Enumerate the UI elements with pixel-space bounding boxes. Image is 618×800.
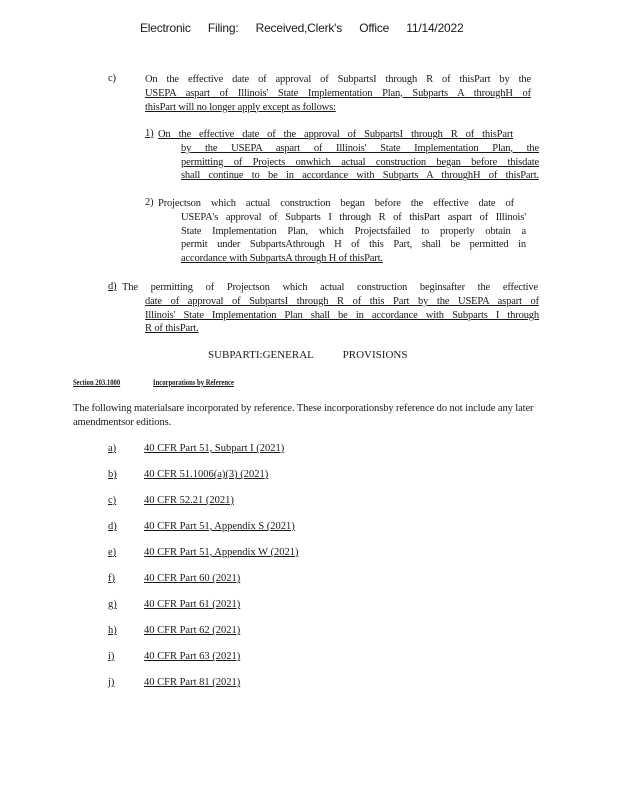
reference-letter: g) [108, 599, 117, 610]
item-1-text-cont [181, 142, 539, 183]
reference-text: 40 CFR 52.21 (2021) [144, 495, 234, 506]
para-c-line: USEPA aspart of Illinois' State Implementation Plan, Subparts A throughH of [145, 87, 531, 99]
section-intro: The following materialsare incorporated by reference. These incorporationsby reference do not include any later amendmentsor editions. [73, 403, 534, 428]
item-1-label: 1) [145, 128, 154, 139]
para-c-label: c) [108, 73, 116, 84]
subpart-title [208, 349, 407, 361]
reference-letter: d) [108, 521, 117, 532]
reference-letter: i) [108, 651, 115, 662]
para-d-line: R of thisPart. [145, 323, 199, 335]
reference-letter: a) [108, 443, 117, 454]
header-date: 11/14/2022 [406, 21, 464, 35]
para-d-line: Illinois' State Implementation Plan shall be in accordance with Subparts I through [145, 309, 539, 321]
reference-text: 40 CFR Part 51, Subpart I (2021) [144, 443, 285, 454]
reference-text: 40 CFR 51.1006(a)(3) (2021) [144, 469, 269, 480]
subpart-title-right: PROVISIONS [342, 349, 408, 361]
item-2-line: USEPA's approval of Subparts I through R of thisPart aspart of Illinois' [181, 211, 526, 223]
filing-header [140, 21, 477, 35]
reference-text: 40 CFR Part 51, Appendix W (2021) [144, 547, 299, 558]
reference-text: 40 CFR Part 61 (2021) [144, 599, 241, 610]
reference-letter: f) [108, 573, 115, 584]
reference-text: 40 CFR Part 51, Appendix S (2021) [144, 521, 295, 532]
reference-letter: j) [108, 677, 115, 688]
item-1-text [158, 128, 513, 142]
item-1-line: shall continue to be in accordance with Subparts A throughH of thisPart. [181, 170, 539, 182]
para-c-text [145, 73, 531, 114]
header-office: Office [359, 21, 390, 35]
reference-letter: c) [108, 495, 117, 506]
header-electronic: Electronic [140, 21, 191, 35]
section-heading [73, 377, 234, 387]
para-c-line: On the effective date of approval of SubpartsI through R of thisPart by the [145, 74, 531, 85]
item-1-line: by the USEPA aspart of Illinois' State Implementation Plan, the [181, 142, 539, 154]
reference-letter: h) [108, 625, 117, 636]
item-1-line: On the effective date of the approval of SubpartsI through R of thisPart [158, 129, 513, 140]
subpart-title-left: SUBPARTI:GENERAL [208, 349, 314, 361]
item-2-text [158, 197, 514, 211]
reference-text: 40 CFR Part 62 (2021) [144, 625, 241, 636]
item-2-line: Projectson which actual construction began before the effective date of [158, 198, 514, 209]
section-title: Incorporations by Reference [153, 377, 234, 387]
item-2-line: accordance with SubpartsA through H of thisPart. [181, 253, 383, 265]
reference-text: 40 CFR Part 81 (2021) [144, 677, 241, 688]
para-d-line: The permitting of Projectson which actual construction beginsafter the effective [122, 282, 538, 293]
item-2-text-cont [181, 211, 526, 266]
reference-letter: e) [108, 547, 117, 558]
para-d-text-cont [145, 295, 539, 336]
para-d-line: date of approval of SubpartsI through R of this Part by the USEPA aspart of [145, 295, 539, 307]
para-d-label: d) [108, 281, 117, 292]
item-2-label: 2) [145, 197, 154, 208]
para-c-line: thisPart will no longer apply except as follows: [145, 101, 336, 113]
para-d-text [122, 281, 538, 295]
reference-text: 40 CFR Part 60 (2021) [144, 573, 241, 584]
reference-text: 40 CFR Part 63 (2021) [144, 651, 241, 662]
item-1-line: permitting of Projects onwhich actual construction began before thisdate [181, 156, 539, 168]
item-2-line: State Implementation Plan, which Projectsfailed to properly obtain a [181, 225, 526, 237]
section-number: Section 203.1000 [73, 377, 121, 387]
reference-letter: b) [108, 469, 117, 480]
header-filing: Filing: [207, 21, 239, 35]
header-received: Received,Clerk's [255, 21, 343, 35]
item-2-line: permit under SubpartsAthrough H of this Part, shall be permitted in [181, 239, 526, 251]
